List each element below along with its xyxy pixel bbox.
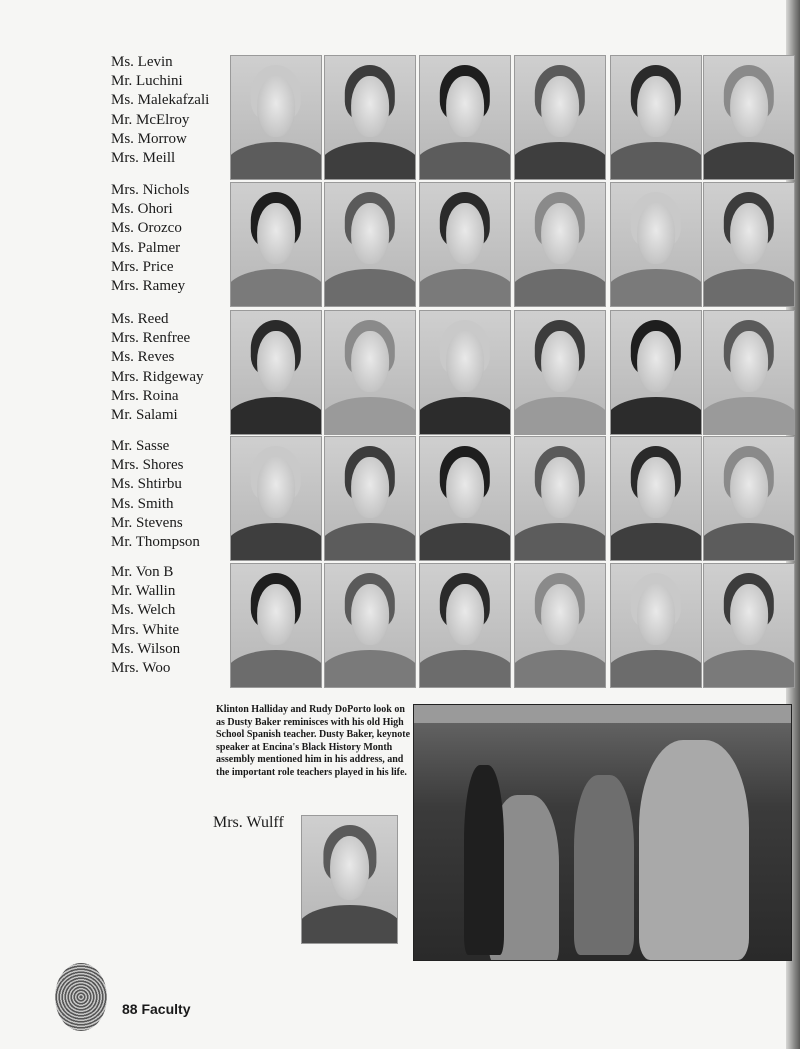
faculty-name: Mrs. White	[111, 621, 180, 638]
faculty-portrait-photo	[514, 310, 606, 435]
faculty-portrait-photo	[324, 310, 416, 435]
faculty-name-list	[111, 437, 200, 552]
faculty-name: Ms. Levin	[111, 54, 173, 70]
faculty-name: Mr. Luchini	[111, 73, 183, 90]
faculty-name-list	[111, 563, 180, 678]
faculty-portrait-photo	[324, 55, 416, 180]
faculty-name: Mrs. Ramey	[111, 277, 186, 294]
faculty-name: Ms. Reed	[111, 311, 169, 327]
page-footer	[122, 1001, 190, 1017]
faculty-portrait-photo	[324, 563, 416, 688]
faculty-name: Mr. Stevens	[111, 514, 183, 531]
faculty-name-list	[111, 310, 204, 425]
assembly-event-photo	[413, 704, 792, 961]
faculty-name: Mr. Salami	[111, 406, 178, 423]
faculty-portrait-photo	[419, 436, 511, 561]
faculty-name: Mrs. Renfree	[111, 330, 191, 347]
page-number: 88	[122, 1001, 138, 1017]
portrait-name-wulff: Mrs. Wulff	[213, 814, 284, 831]
event-figure-student-center	[574, 775, 634, 955]
event-figure-student-left	[464, 765, 504, 955]
faculty-name: Ms. Palmer	[111, 239, 181, 256]
faculty-portrait-photo	[610, 563, 702, 688]
faculty-portrait-photo	[610, 182, 702, 307]
faculty-portrait-photo	[419, 563, 511, 688]
faculty-portrait-photo	[230, 436, 322, 561]
faculty-name: Ms. Ohori	[111, 201, 173, 218]
faculty-portrait-photo	[703, 436, 795, 561]
faculty-name: Mrs. Woo	[111, 659, 171, 676]
faculty-name: Mrs. Nichols	[111, 182, 190, 198]
faculty-name: Ms. Welch	[111, 602, 176, 619]
section-title: Faculty	[141, 1001, 191, 1017]
faculty-portrait-photo	[514, 563, 606, 688]
faculty-portrait-photo	[230, 563, 322, 688]
faculty-portrait-photo	[514, 55, 606, 180]
faculty-name-list	[111, 53, 209, 168]
faculty-portrait-photo	[230, 182, 322, 307]
faculty-name: Mr. Thompson	[111, 533, 200, 550]
faculty-portrait-photo	[419, 310, 511, 435]
faculty-portrait-photo	[324, 182, 416, 307]
faculty-portrait-photo	[610, 55, 702, 180]
faculty-name: Ms. Shtirbu	[111, 476, 182, 493]
faculty-portrait-photo	[703, 182, 795, 307]
faculty-portrait-photo	[610, 310, 702, 435]
faculty-name: Mr. Von B	[111, 564, 174, 580]
faculty-name: Mr. Sasse	[111, 438, 170, 454]
fingerprint-graphic	[55, 963, 107, 1031]
faculty-portrait-photo	[610, 436, 702, 561]
photo-caption: Klinton Halliday and Rudy DoPorto look on as Dusty Baker reminisces with his old High School Spanish teacher. Dusty Baker, keynote speaker at Encina's Black History Month assembly mentioned him in his address, and the important role teachers played in his life.	[216, 704, 411, 778]
event-figure-speaker	[639, 740, 749, 960]
portrait-photo-wulff	[301, 815, 398, 944]
faculty-portrait-photo	[703, 310, 795, 435]
faculty-name: Mrs. Price	[111, 258, 174, 275]
faculty-portrait-photo	[514, 182, 606, 307]
faculty-name: Ms. Malekafzali	[111, 92, 210, 109]
faculty-portrait-photo	[419, 182, 511, 307]
faculty-portrait-photo	[703, 563, 795, 688]
faculty-portrait-photo	[514, 436, 606, 561]
faculty-portrait-photo	[230, 310, 322, 435]
faculty-name: Ms. Morrow	[111, 130, 187, 147]
faculty-portrait-photo	[703, 55, 795, 180]
faculty-portrait-photo	[230, 55, 322, 180]
faculty-name: Ms. Wilson	[111, 640, 181, 657]
faculty-name: Ms. Reves	[111, 349, 175, 366]
faculty-name: Mr. Wallin	[111, 583, 176, 600]
faculty-name: Mrs. Meill	[111, 149, 176, 166]
faculty-name: Ms. Smith	[111, 495, 174, 512]
faculty-portrait-photo	[324, 436, 416, 561]
faculty-name: Mrs. Roina	[111, 387, 179, 404]
faculty-name: Mrs. Shores	[111, 457, 184, 474]
faculty-name: Ms. Orozco	[111, 220, 182, 237]
faculty-name-list	[111, 181, 189, 296]
faculty-portrait-photo	[419, 55, 511, 180]
faculty-name: Mr. McElroy	[111, 111, 190, 128]
faculty-name: Mrs. Ridgeway	[111, 368, 204, 385]
